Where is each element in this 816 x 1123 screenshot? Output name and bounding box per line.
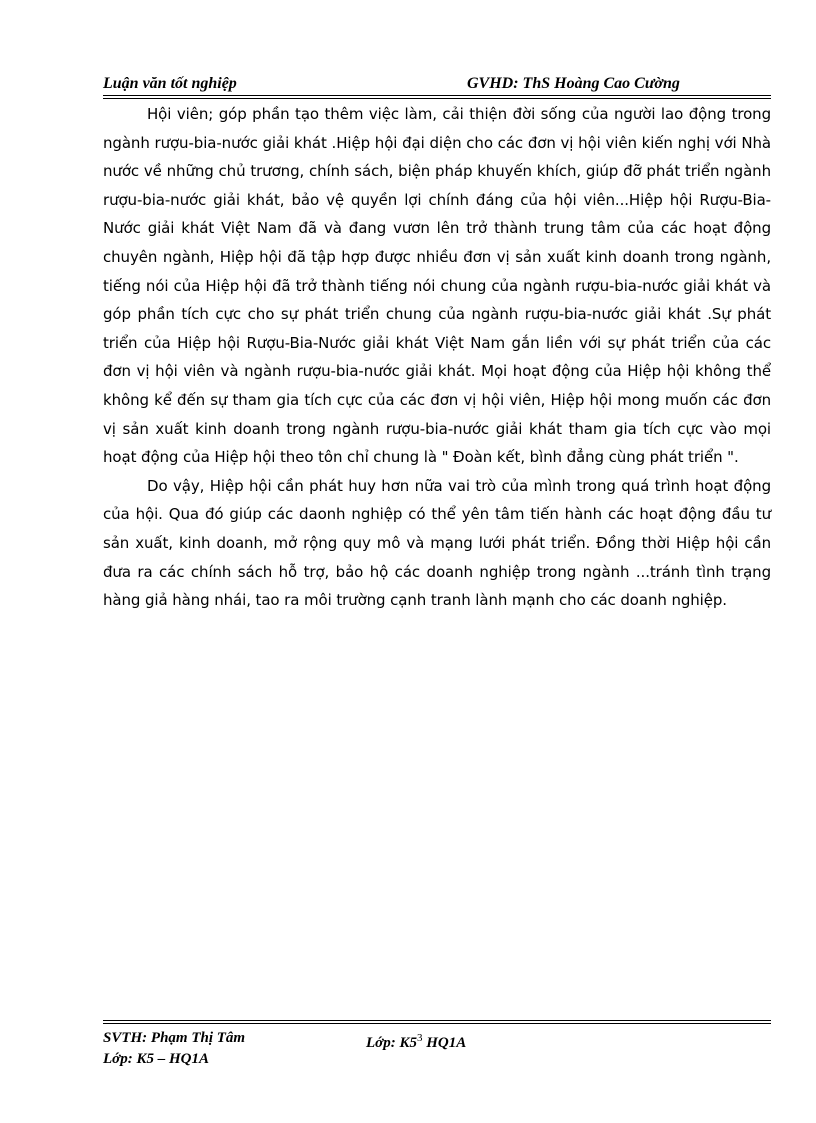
page-header [103,74,771,96]
footer-class: Lớp: K5 – HQ1A [103,1051,209,1067]
footer-divider-thin [103,1020,771,1021]
header-thesis-title: Luận văn tốt nghiệp [103,75,237,92]
page-number: 3 [416,1032,423,1044]
footer-class-suffix: HQ1A [422,1035,467,1051]
body-text [103,100,771,615]
footer-class-label: Lớp: K5 [366,1035,417,1051]
header-divider [103,95,771,96]
footer-class-page [366,1028,466,1053]
footer-student: SVTH: Phạm Thị Tâm [103,1030,246,1046]
header-supervisor: GVHD: ThS Hoàng Cao Cường [467,75,680,92]
footer-divider [103,1023,771,1024]
paragraph: Do vậy, Hiệp hội cần phát huy hơn nữa vai trò của mình trong quá trình hoạt động của hội. Qua đó giúp các daonh nghiệp có thể yên tâm tiến hành các hoạt động đầu tư sản xuất, kinh doanh, mở rộng quy mô và mạng lưới phát triển. Đồng thời Hiệp hội cần đưa ra các chính sách hỗ trợ, bảo hộ các doanh nghiệp trong ngành ...tránh tình trạng hàng giả hàng nhái, tao ra môi trường cạnh tranh lành mạnh cho các doanh nghiệp. [103,476,771,610]
header-divider-thin [103,98,771,99]
paragraph: Hội viên; góp phần tạo thêm việc làm, cải thiện đời sống của người lao động trong ngành rượu-bia-nước giải khát .Hiệp hội đại diện cho các đơn vị hội viên kiến nghị với Nhà nước về những chủ trương, chính sách, biện pháp khuyến khích, giúp đỡ phát triển ngành rượu-bia-nước giải khát, bảo vệ quyền lợi chính đáng của hội viên...Hiệp hội Rượu-Bia-Nước giải khát Việt Nam đã và đang vươn lên trở thành trung tâm của các hoạt động chuyên ngành, Hiệp hội đã tập hợp được nhiều đơn vị sản xuất kinh doanh trong ngành, tiếng nói của Hiệp hội đã trở thành tiếng nói chung của ngành rượu-bia-nước giải khát và góp phần tích cực cho sự phát triển chung của ngành rượu-bia-nước giải khát .Sự phát triển của Hiệp hội Rượu-Bia-Nước giải khát Việt Nam gắn liền với sự phát triển của các đơn vị hội viên và ngành rượu-bia-nước giải khát. Mọi hoạt động của Hiệp hội không thể không kể đến sự tham gia tích cực của các đơn vị hội viên, Hiệp hội mong muốn các đơn vị sản xuất kinh doanh trong ngành rượu-bia-nước giải khát tham gia tích cực vào mọi hoạt động của Hiệp hội theo tôn chỉ chung là " Đoàn kết, bình đẳng cùng phát triển ". [103,105,771,467]
page-footer [103,1020,771,1080]
